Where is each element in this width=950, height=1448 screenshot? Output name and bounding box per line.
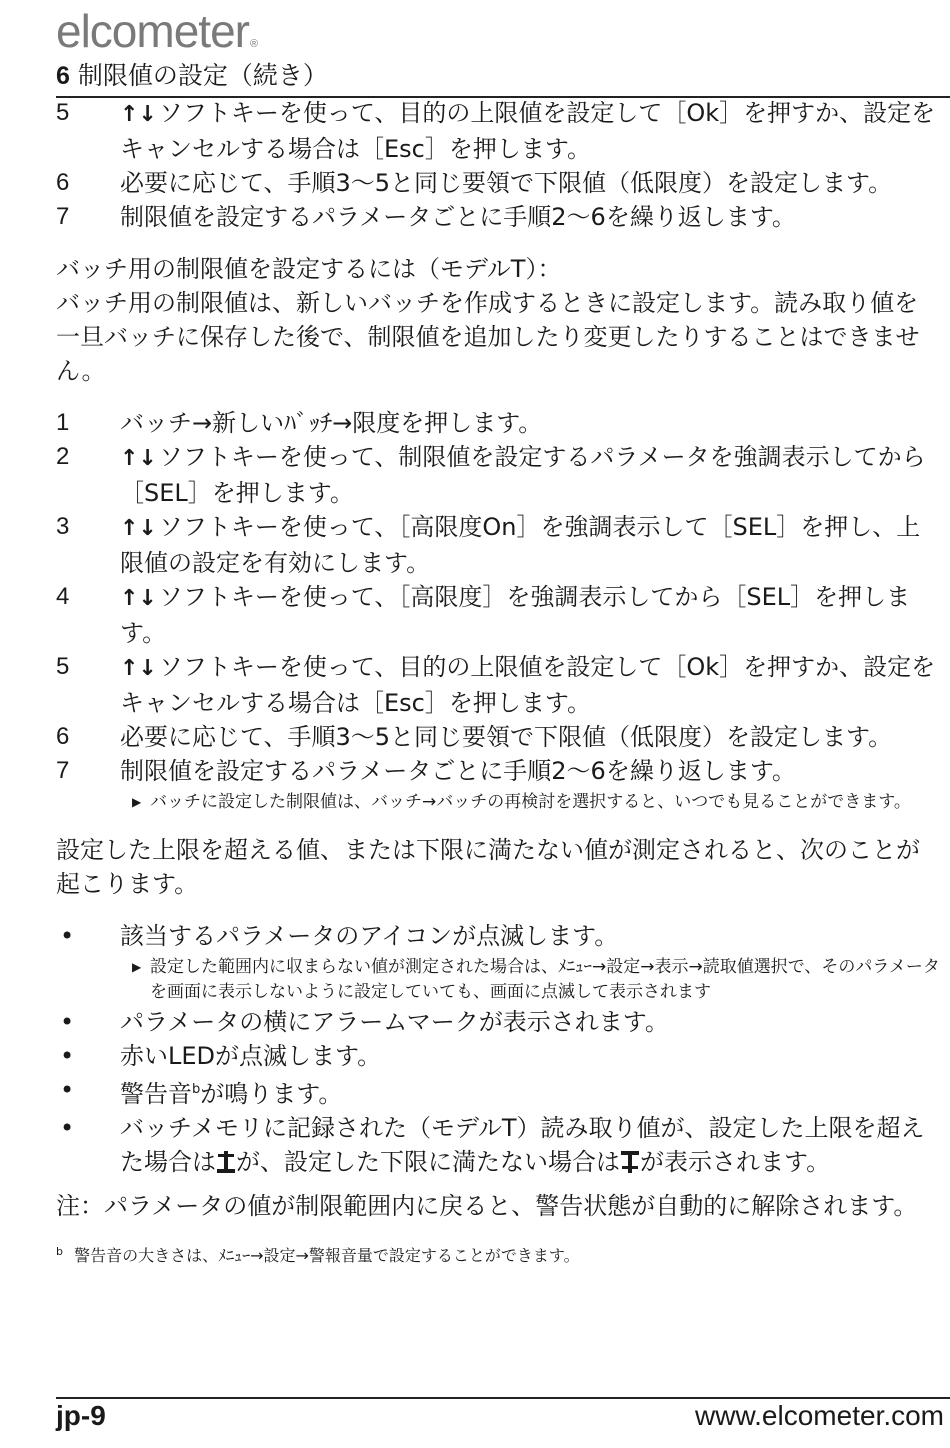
list-item: 5 ↑↓ソフトキーを使って、目的の上限値を設定して［Ok］を押すか、設定をキャンセルする場合は［Esc］を押します。 <box>56 99 936 163</box>
footer-rule <box>56 1397 950 1399</box>
list-item: • 警告音$^b$が鳴ります。 <box>56 1073 942 1111</box>
list-item: 6 必要に応じて、手順3～5と同じ要領で下限値（低限度）を設定します。 <box>56 169 893 197</box>
list-item: • バッチメモリに記録された（モデルT）読み取り値が、設定した上限を超えた場合は が、設定した下限に満たない場合は が表示されます。 <box>56 1111 942 1179</box>
list-item: 2 ↑↓ソフトキーを使って、制限値を設定するパラメータを強調表示してから［SEL］を押します。 <box>56 443 926 507</box>
list-item: 3 ↑↓ソフトキーを使って、［高限度On］を強調表示して［SEL］を押し、上限値の設定を有効にします。 <box>56 513 921 577</box>
list-item: 7 制限値を設定するパラメータごとに手順2～6を繰り返します。 <box>56 757 796 785</box>
bullet-icon: • <box>60 1076 75 1104</box>
footnote-ref: b <box>192 1082 201 1097</box>
up-down-arrow-icon: ↑↓ <box>120 102 157 127</box>
footnote <box>56 1241 942 1267</box>
up-down-arrow-icon: ↑↓ <box>120 656 157 681</box>
list-item: 4 ↑↓ソフトキーを使って、［高限度］を強調表示してから［SEL］を押します。 <box>56 583 911 647</box>
high-limit-icon <box>216 1148 236 1176</box>
triangle-right-icon: ▶ <box>132 960 142 974</box>
alarm-intro: 設定した上限を超える値、または下限に満たない値が測定されると、次のことが起こります。 <box>56 836 920 898</box>
low-limit-icon <box>620 1148 640 1176</box>
section-title-text: 制限値の設定（続き） <box>77 61 328 90</box>
bullet-icon: • <box>60 1008 75 1036</box>
steps-list-a <box>56 96 942 234</box>
section-number: 6 <box>56 62 70 90</box>
elcometer-logo: elcometer® <box>56 5 258 57</box>
section-title <box>56 56 328 92</box>
list-item: • 赤いLEDが点滅します。 <box>56 1039 942 1073</box>
list-item: 6 必要に応じて、手順3～5と同じ要領で下限値（低限度）を設定します。 <box>56 723 893 751</box>
batch-heading: バッチ用の制限値を設定するには（モデルT）： <box>56 255 562 283</box>
website-url: www.elcometer.com <box>695 1400 944 1431</box>
list-item: • パラメータの横にアラームマークが表示されます。 <box>56 1005 942 1039</box>
footnote-text: 警告音の大きさは、ﾒﾆｭｰ→設定→警報音量で設定することができます。 <box>74 1246 580 1266</box>
page-number: jp-9 <box>56 1400 106 1431</box>
up-down-arrow-icon: ↑↓ <box>120 586 157 611</box>
main-content <box>56 96 942 1267</box>
list-item: 1 バッチ→新しいﾊﾞｯﾁ→限度を押します。 <box>56 409 543 437</box>
steps-list-b <box>56 406 942 815</box>
up-down-arrow-icon: ↑↓ <box>120 446 157 471</box>
list-item: 5 ↑↓ソフトキーを使って、目的の上限値を設定して［Ok］を押すか、設定をキャンセルする場合は［Esc］を押します。 <box>56 653 936 717</box>
list-item: • 該当するパラメータのアイコンが点滅します。 <box>56 919 942 953</box>
alarm-bullets <box>56 919 942 1179</box>
up-down-arrow-icon: ↑↓ <box>120 516 157 541</box>
bullet-icon: • <box>60 1114 75 1142</box>
bullet-icon: • <box>60 922 75 950</box>
triangle-right-icon: ▶ <box>132 795 142 809</box>
note-text: 注：パラメータの値が制限範囲内に戻ると、警告状態が自動的に解除されます。 <box>56 1192 918 1220</box>
bullet-icon: • <box>60 1042 75 1070</box>
list-item: 7 制限値を設定するパラメータごとに手順2～6を繰り返します。 <box>56 203 796 231</box>
footnote-mark: b <box>56 1245 63 1258</box>
bullet-note: ▶ 設定した範囲内に収まらない値が測定された場合は、ﾒﾆｭｰ→設定→表示→読取値選択で、そのパラメータを画面に表示しないように設定していても、画面に点滅して表示されます <box>120 955 942 1005</box>
step-note: ▶ バッチに設定した制限値は、バッチ→バッチの再検討を選択すると、いつでも見ることができます。 <box>120 790 942 815</box>
batch-intro: バッチ用の制限値は、新しいバッチを作成するときに設定します。読み取り値を一旦バッチに保存した後で、制限値を追加したり変更したりすることはできません。 <box>56 289 920 385</box>
